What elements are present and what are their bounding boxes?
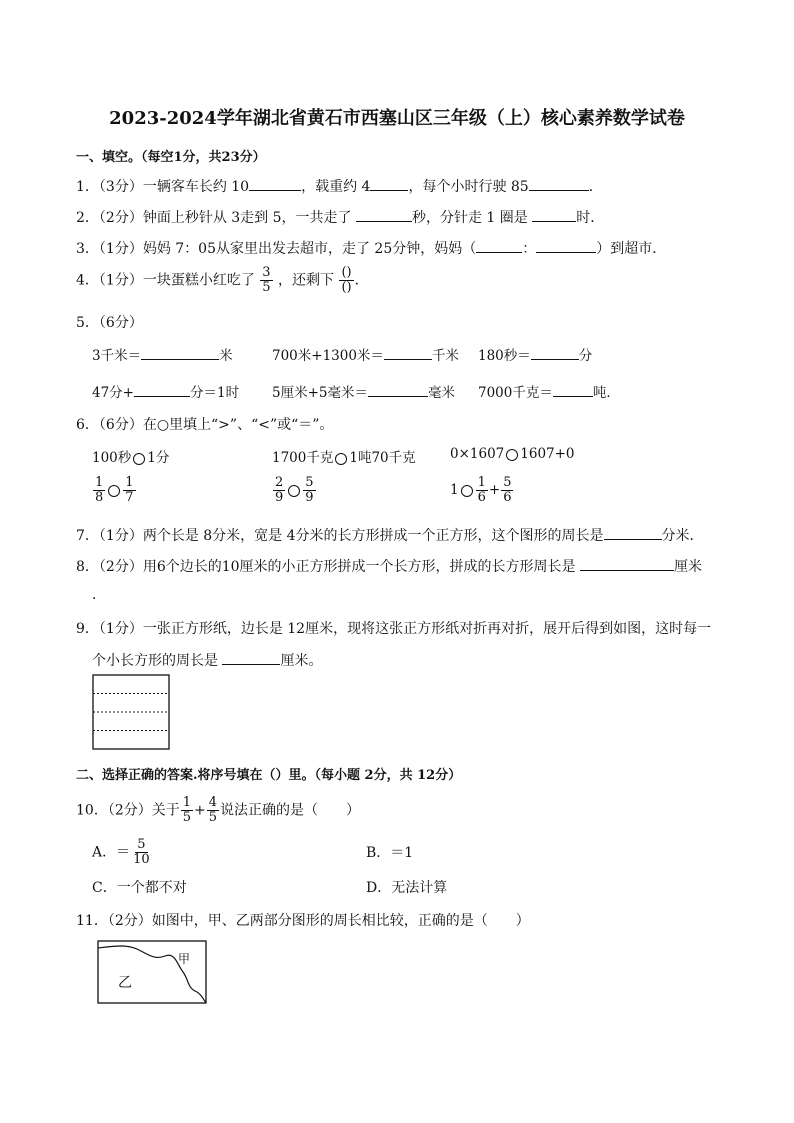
q1-text-d: ． bbox=[588, 179, 603, 195]
q6-item-2: 1700千克 1吨70千克 bbox=[272, 450, 416, 466]
q3-text-a: 3．（1分）妈妈 7：05从家里出发去超市，走了 25分钟，妈妈（ bbox=[76, 241, 477, 257]
q5-blank-6[interactable] bbox=[553, 382, 593, 397]
q4-text-b: ，还剩下 bbox=[278, 272, 335, 289]
q1-blank-1[interactable] bbox=[249, 176, 301, 191]
q6-item-1: 100秒 1分 bbox=[92, 450, 170, 466]
question-2 bbox=[76, 207, 604, 227]
q3-blank-1[interactable] bbox=[476, 238, 522, 253]
question-10: 10．（2分）关于 $\frac{1}{5}$ + $\frac{4}{5}$ 说法正确的是（ ） bbox=[76, 795, 361, 825]
q1-text-a: 1．（3分）一辆客车长约 10 bbox=[76, 179, 250, 195]
q6-item-3: 0×1607 1607+0 bbox=[450, 446, 575, 462]
question-5-head: 5．（6分） bbox=[76, 315, 143, 331]
jia-yi-figure bbox=[97, 940, 209, 1006]
q7-blank[interactable] bbox=[604, 525, 662, 540]
q6-item-4: $\frac{1}{8}$ $\frac{1}{7}$ bbox=[95, 475, 134, 505]
q6-item-6: 1 $\frac{1}{6}$ + $\frac{5}{6}$ bbox=[450, 475, 512, 505]
q4-fraction-blank[interactable]: $\frac{()}{()}$ bbox=[341, 265, 352, 295]
q5-blank-1[interactable] bbox=[141, 345, 219, 360]
q1-blank-2[interactable] bbox=[370, 176, 408, 191]
q5-item-6: 7000千克＝ 吨． bbox=[478, 381, 620, 401]
compare-circle-1[interactable] bbox=[133, 453, 145, 465]
q8-period: ． bbox=[92, 587, 106, 603]
q5-item-1: 3千米＝ 米 bbox=[92, 344, 233, 364]
section-2-heading: 二、选择正确的答案.将序号填在（）里。（每小题 2分，共 12分） bbox=[76, 768, 462, 783]
question-9-line-1: 9．（1分）一张正方形纸，边长是 12厘米，现将这张正方形纸对折再对折，展开后得到如图，这时每一 bbox=[76, 621, 712, 637]
folded-square-figure bbox=[92, 674, 172, 752]
q5-item-4: 47分+ 分＝1时 bbox=[92, 381, 239, 401]
q5-blank-4[interactable] bbox=[134, 382, 190, 397]
q5-item-2: 700米+1300米＝ 千米 bbox=[272, 344, 459, 364]
q3-blank-2[interactable] bbox=[536, 238, 596, 253]
question-3 bbox=[76, 238, 666, 258]
compare-circle-5[interactable] bbox=[288, 485, 300, 497]
q1-text-b: ，载重约 4 bbox=[301, 179, 371, 195]
question-8: 8．（2分）用6个边长的10厘米的小正方形拼成一个长方形，拼成的长方形周长是 厘米 bbox=[76, 556, 702, 576]
q5-item-5: 5厘米+5毫米＝ 毫米 bbox=[272, 381, 455, 401]
label-jia: 甲 bbox=[178, 952, 191, 966]
q4-text-c: ． bbox=[354, 272, 369, 289]
question-4 bbox=[76, 266, 369, 295]
q9-blank[interactable] bbox=[222, 650, 280, 665]
section-1-heading: 一、填空。（每空1分，共23分） bbox=[76, 150, 266, 165]
q10-option-a[interactable]: A．＝ $\frac{5}{10}$ bbox=[92, 837, 150, 867]
q10-option-c[interactable]: C．一个都不对 bbox=[92, 880, 187, 896]
q5-blank-2[interactable] bbox=[384, 345, 432, 360]
q10-option-b[interactable]: B．＝1 bbox=[366, 845, 414, 861]
q8-blank[interactable] bbox=[580, 556, 674, 571]
question-1 bbox=[76, 176, 603, 196]
page-title: 2023-2024学年湖北省黄石市西塞山区三年级（上）核心素养数学试卷 bbox=[109, 108, 685, 129]
question-9-line-2: 个小长方形的周长是 厘米。 bbox=[92, 650, 322, 670]
q5-blank-5[interactable] bbox=[368, 382, 428, 397]
q2-text-c: 时． bbox=[576, 210, 605, 226]
q2-blank-2[interactable] bbox=[532, 207, 576, 222]
q2-blank-1[interactable] bbox=[356, 207, 412, 222]
q10-option-d[interactable]: D．无法计算 bbox=[366, 880, 448, 896]
q1-text-c: ，每个小时行驶 85 bbox=[408, 179, 529, 195]
q5-item-3: 180秒＝ 分 bbox=[478, 344, 592, 364]
q4-fraction-eaten: $\frac{3}{5}$ bbox=[262, 265, 271, 295]
q2-text-a: 2．（2分）钟面上秒针从 3走到 5，一共走了 bbox=[76, 210, 356, 226]
compare-circle-6[interactable] bbox=[461, 485, 473, 497]
compare-circle-2[interactable] bbox=[335, 453, 347, 465]
label-yi: 乙 bbox=[118, 975, 132, 991]
q2-text-b: 秒，分针走 1 圈是 bbox=[411, 210, 533, 226]
compare-circle-3[interactable] bbox=[506, 449, 518, 461]
question-7: 7．（1分）两个长是 8分米，宽是 4分米的长方形拼成一个正方形，这个图形的周长是 分米． bbox=[76, 525, 704, 545]
q6-item-5: $\frac{2}{9}$ $\frac{5}{9}$ bbox=[275, 475, 314, 505]
q4-text-a: 4．（1分）一块蛋糕小红吃了 bbox=[76, 272, 255, 289]
q3-text-b: ： bbox=[522, 241, 537, 257]
question-11: 11．（2分）如图中，甲、乙两部分图形的周长相比较，正确的是（ ） bbox=[76, 913, 530, 929]
q3-text-c: ）到超市． bbox=[596, 241, 667, 257]
q1-blank-3[interactable] bbox=[529, 176, 589, 191]
q5-blank-3[interactable] bbox=[531, 345, 579, 360]
question-6-head: 6．（6分）在○里填上“>”、“<”或“＝”。 bbox=[76, 417, 334, 433]
compare-circle-4[interactable] bbox=[108, 485, 120, 497]
